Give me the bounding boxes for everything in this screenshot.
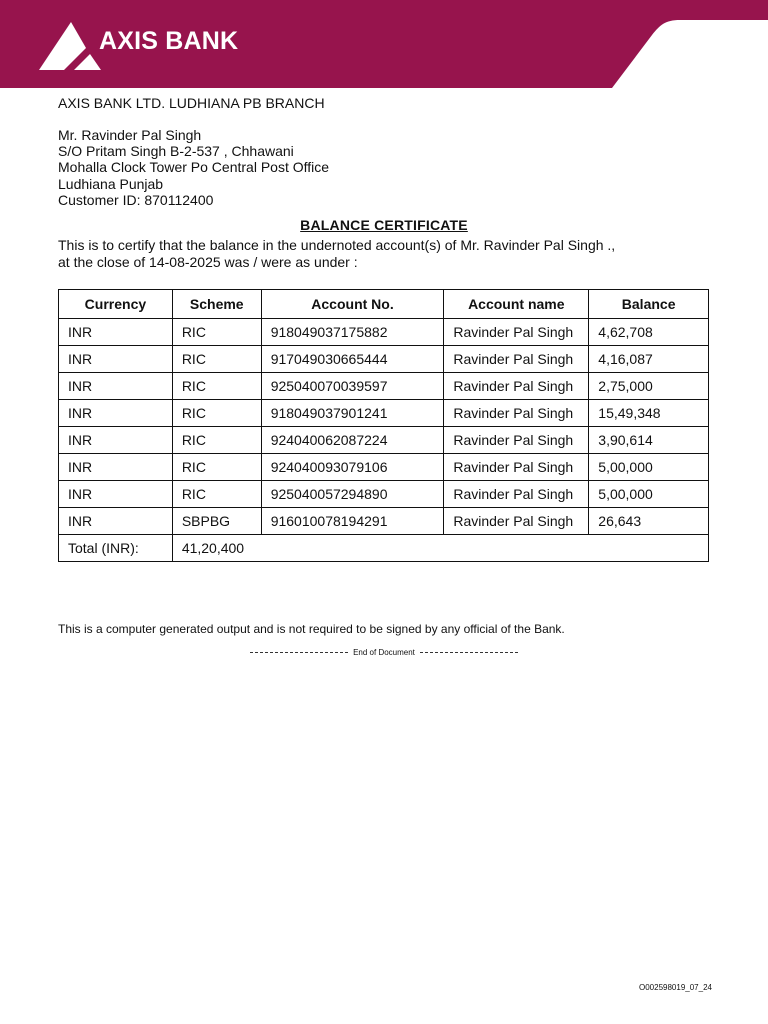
balance-table	[58, 289, 709, 562]
cell-account-no: 925040057294890	[261, 481, 444, 508]
cell-account-name: Ravinder Pal Singh	[444, 346, 589, 373]
cell-account-name: Ravinder Pal Singh	[444, 481, 589, 508]
cell-currency: INR	[59, 319, 173, 346]
cell-account-no: 916010078194291	[261, 508, 444, 535]
cell-scheme: RIC	[172, 454, 261, 481]
header-currency: Currency	[59, 290, 173, 319]
cell-account-name: Ravinder Pal Singh	[444, 454, 589, 481]
cell-balance: 5,00,000	[589, 481, 709, 508]
branch-line: AXIS BANK LTD. LUDHIANA PB BRANCH	[58, 95, 325, 111]
header-balance: Balance	[589, 290, 709, 319]
cell-account-no: 918049037901241	[261, 400, 444, 427]
end-of-document-label: End of Document	[353, 648, 415, 657]
cell-scheme: RIC	[172, 346, 261, 373]
customer-name: Mr. Ravinder Pal Singh	[58, 127, 202, 143]
left-dash-line	[250, 652, 348, 653]
table-row	[59, 427, 709, 454]
total-value: 41,20,400	[172, 535, 708, 562]
customer-address-block	[58, 127, 329, 208]
bank-logo-text: AXIS BANK	[99, 27, 239, 55]
cell-balance: 5,00,000	[589, 454, 709, 481]
cell-balance: 26,643	[589, 508, 709, 535]
cell-account-name: Ravinder Pal Singh	[444, 400, 589, 427]
total-label: Total (INR):	[59, 535, 173, 562]
address-line-1: S/O Pritam Singh B-2-537 , Chhawani	[58, 143, 294, 160]
cell-currency: INR	[59, 346, 173, 373]
cell-currency: INR	[59, 427, 173, 454]
axis-logo-icon	[38, 19, 102, 71]
cell-account-no: 918049037175882	[261, 319, 444, 346]
cell-currency: INR	[59, 508, 173, 535]
table-header-row	[59, 290, 709, 319]
cell-currency: INR	[59, 481, 173, 508]
certificate-text-line-1: This is to certify that the balance in the undernoted account(s) of Mr. Ravinder Pal Singh .,	[58, 237, 616, 253]
table-row	[59, 373, 709, 400]
certificate-text-line-2: at the close of 14-08-2025 was / were as under :	[58, 254, 358, 270]
cell-balance: 4,16,087	[589, 346, 709, 373]
cell-account-name: Ravinder Pal Singh	[444, 319, 589, 346]
cell-currency: INR	[59, 373, 173, 400]
cell-account-name: Ravinder Pal Singh	[444, 508, 589, 535]
cell-balance: 2,75,000	[589, 373, 709, 400]
table-row	[59, 319, 709, 346]
certificate-text	[58, 237, 615, 271]
header-scheme: Scheme	[172, 290, 261, 319]
end-of-document	[0, 648, 768, 657]
cell-currency: INR	[59, 400, 173, 427]
table-row	[59, 346, 709, 373]
cell-scheme: RIC	[172, 373, 261, 400]
axis-bank-logo	[38, 19, 239, 71]
certificate-title: BALANCE CERTIFICATE	[300, 217, 468, 233]
table-row	[59, 508, 709, 535]
document-code: O002598019_07_24	[639, 983, 712, 992]
table-row	[59, 454, 709, 481]
cell-balance: 4,62,708	[589, 319, 709, 346]
cell-account-no: 917049030665444	[261, 346, 444, 373]
cell-account-no: 925040070039597	[261, 373, 444, 400]
header-account-name: Account name	[444, 290, 589, 319]
cell-scheme: RIC	[172, 319, 261, 346]
total-row	[59, 535, 709, 562]
cell-account-no: 924040062087224	[261, 427, 444, 454]
cell-scheme: SBPBG	[172, 508, 261, 535]
header-account-no: Account No.	[261, 290, 444, 319]
cell-balance: 3,90,614	[589, 427, 709, 454]
cell-account-name: Ravinder Pal Singh	[444, 373, 589, 400]
cell-account-name: Ravinder Pal Singh	[444, 427, 589, 454]
address-line-2: Mohalla Clock Tower Po Central Post Office	[58, 159, 330, 176]
customer-id: Customer ID: 870112400	[58, 191, 214, 208]
cell-scheme: RIC	[172, 400, 261, 427]
table-row	[59, 481, 709, 508]
address-line-3: Ludhiana Punjab	[58, 175, 164, 192]
cell-scheme: RIC	[172, 427, 261, 454]
table-row	[59, 400, 709, 427]
right-dash-line	[420, 652, 518, 653]
cell-balance: 15,49,348	[589, 400, 709, 427]
cell-account-no: 924040093079106	[261, 454, 444, 481]
disclaimer-text: This is a computer generated output and is not required to be signed by any official of the Bank.	[58, 622, 565, 636]
cell-scheme: RIC	[172, 481, 261, 508]
cell-currency: INR	[59, 454, 173, 481]
